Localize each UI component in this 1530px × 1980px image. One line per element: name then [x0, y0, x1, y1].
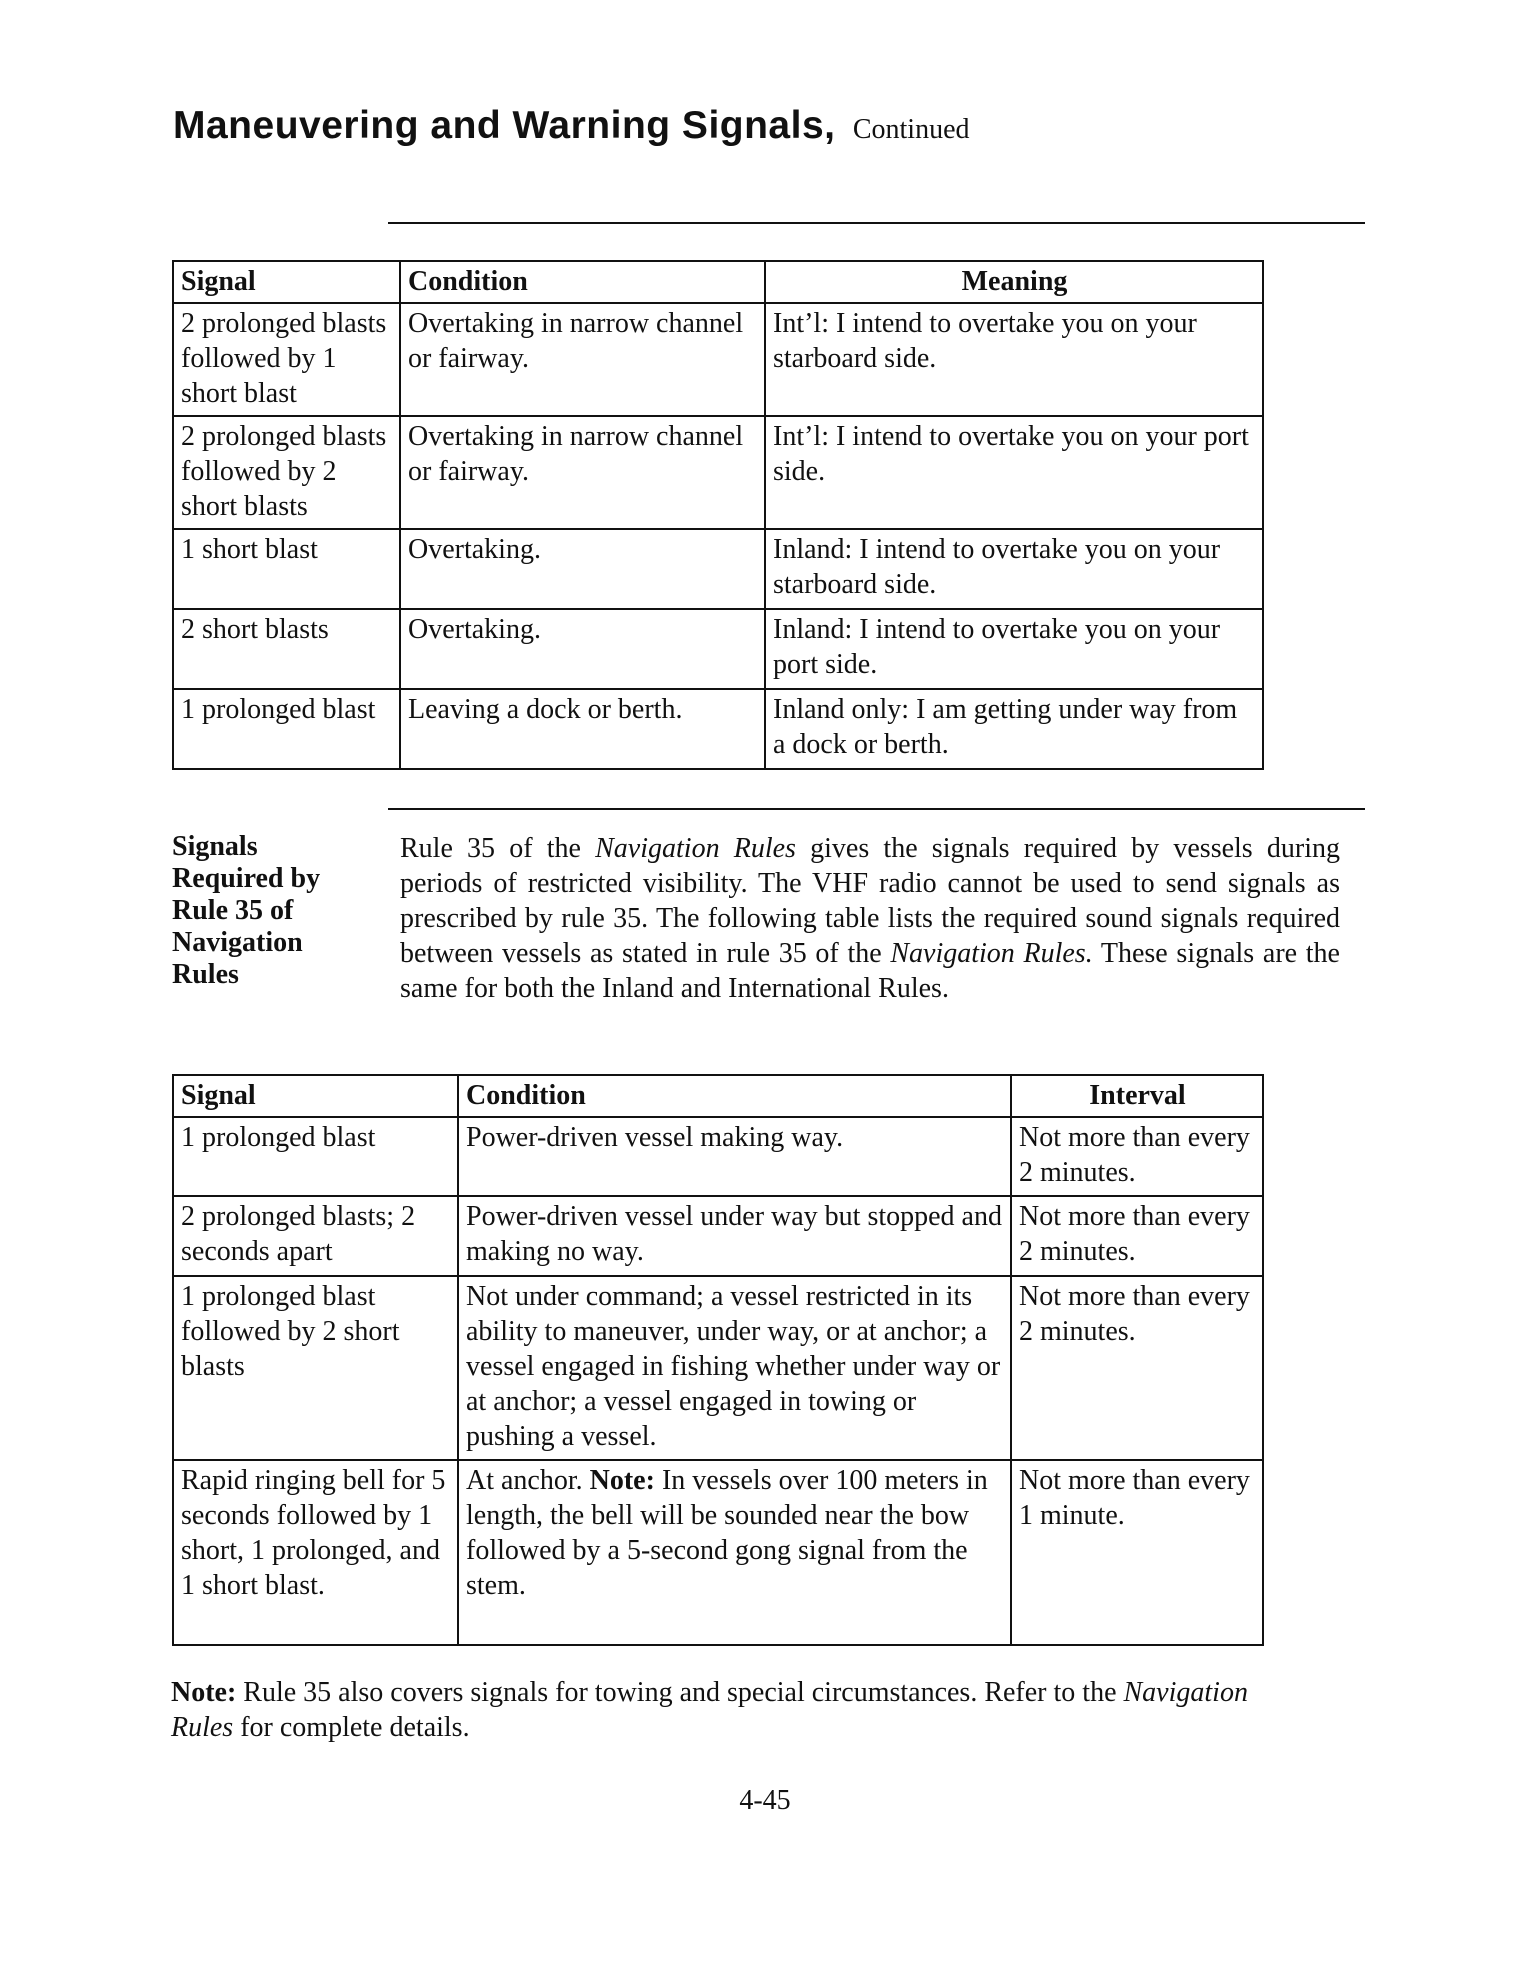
- table-row: [173, 529, 1263, 609]
- signal-cell: 2 prolonged blasts followed by 2 short blasts: [173, 416, 400, 529]
- table-row: [173, 1460, 1263, 1645]
- condition-cell: Overtaking.: [400, 529, 765, 609]
- table-row: [173, 1276, 1263, 1460]
- column-header-condition: Condition: [400, 261, 765, 303]
- table-row: [173, 689, 1263, 769]
- body-text: Rule 35 of the: [400, 833, 596, 864]
- meaning-cell: Int’l: I intend to overtake you on your starboard side.: [765, 303, 1263, 416]
- note-label: Note:: [171, 1677, 237, 1708]
- section-body: [400, 831, 1340, 1006]
- divider-top: [388, 222, 1365, 224]
- divider-middle: [388, 808, 1365, 810]
- condition-cell: Power-driven vessel under way but stopped and making no way.: [458, 1196, 1011, 1276]
- signal-cell: 1 short blast: [173, 529, 400, 609]
- condition-cell: Overtaking in narrow channel or fairway.: [400, 416, 765, 529]
- signal-cell: 2 short blasts: [173, 609, 400, 689]
- signal-cell: 1 prolonged blast: [173, 689, 400, 769]
- table-row: [173, 1196, 1263, 1276]
- meaning-cell: Inland: I intend to overtake you on your port side.: [765, 609, 1263, 689]
- continued-label: Continued: [852, 114, 970, 145]
- condition-cell: Power-driven vessel making way.: [458, 1117, 1011, 1196]
- table-row: [173, 303, 1263, 416]
- column-header-signal: Signal: [173, 261, 400, 303]
- condition-cell: Overtaking.: [400, 609, 765, 689]
- condition-cell: Leaving a dock or berth.: [400, 689, 765, 769]
- page-title-text: Maneuvering and Warning Signals,: [173, 104, 836, 147]
- note-text: for complete details.: [233, 1712, 470, 1743]
- signal-cell: 2 prolonged blasts; 2 seconds apart: [173, 1196, 458, 1276]
- column-header-signal: Signal: [173, 1075, 458, 1117]
- table-row: [173, 609, 1263, 689]
- signal-cell: 2 prolonged blasts followed by 1 short blast: [173, 303, 400, 416]
- interval-cell: Not more than every 2 minutes.: [1011, 1276, 1263, 1460]
- table-row: [173, 1117, 1263, 1196]
- interval-cell: Not more than every 1 minute.: [1011, 1460, 1263, 1645]
- condition-cell: [458, 1460, 1011, 1645]
- condition-text: In vessels over 100 meters in length, the bell will be sounded near the bow followed by a 5-second gong signal from the stem.: [466, 1465, 988, 1601]
- table-header-row: [173, 1075, 1263, 1117]
- section-heading-line: Navigation: [172, 927, 303, 958]
- page-number: 4-45: [739, 1785, 791, 1816]
- interval-cell: Not more than every 2 minutes.: [1011, 1117, 1263, 1196]
- column-header-meaning: Meaning: [765, 261, 1263, 303]
- meaning-cell: Inland only: I am getting under way from a dock or berth.: [765, 689, 1263, 769]
- signal-cell: 1 prolonged blast followed by 2 short blasts: [173, 1276, 458, 1460]
- body-italic: Navigation Rules: [595, 833, 796, 864]
- note-text: Rule 35 also covers signals for towing and special circumstances. Refer to the: [236, 1677, 1124, 1708]
- section-heading-line: Required by: [172, 863, 321, 894]
- condition-note-label: Note:: [589, 1465, 655, 1496]
- signal-cell: Rapid ringing bell for 5 seconds followed by 1 short, 1 prolonged, and 1 short blast.: [173, 1460, 458, 1645]
- section-heading-line: Rule 35 of: [172, 895, 294, 926]
- condition-text: At anchor.: [466, 1465, 590, 1496]
- note-italic: Navigation Rules: [171, 1677, 1248, 1743]
- body-text: These signals are the same for both the Inland and International Rules.: [400, 938, 1340, 1004]
- condition-cell: Overtaking in narrow channel or fairway.: [400, 303, 765, 416]
- body-text: gives the signals required by vessels during periods of restricted visibility. The VHF radio cannot be used to send signals as prescribed by rule 35. The following table lists the required sound signals required between vessels as stated in rule 35 of the: [400, 833, 1340, 969]
- table-header-row: [173, 261, 1263, 303]
- condition-cell: Not under command; a vessel restricted in its ability to maneuver, under way, or at anchor; a vessel engaged in fishing whether under way or at anchor; a vessel engaged in towing or pushing a vessel.: [458, 1276, 1011, 1460]
- column-header-interval: Interval: [1011, 1075, 1263, 1117]
- footnote: [171, 1675, 1271, 1745]
- signal-cell: 1 prolonged blast: [173, 1117, 458, 1196]
- meaning-cell: Inland: I intend to overtake you on your starboard side.: [765, 529, 1263, 609]
- body-italic: Navigation Rules.: [890, 938, 1093, 969]
- table-row: [173, 416, 1263, 529]
- page-title: [173, 104, 970, 148]
- rule-35-signals-table: [172, 1074, 1264, 1646]
- section-heading: [172, 831, 362, 991]
- meaning-cell: Int’l: I intend to overtake you on your port side.: [765, 416, 1263, 529]
- section-heading-line: Signals: [172, 831, 258, 862]
- maneuvering-signals-table: [172, 260, 1264, 770]
- column-header-condition: Condition: [458, 1075, 1011, 1117]
- interval-cell: Not more than every 2 minutes.: [1011, 1196, 1263, 1276]
- section-heading-line: Rules: [172, 959, 239, 990]
